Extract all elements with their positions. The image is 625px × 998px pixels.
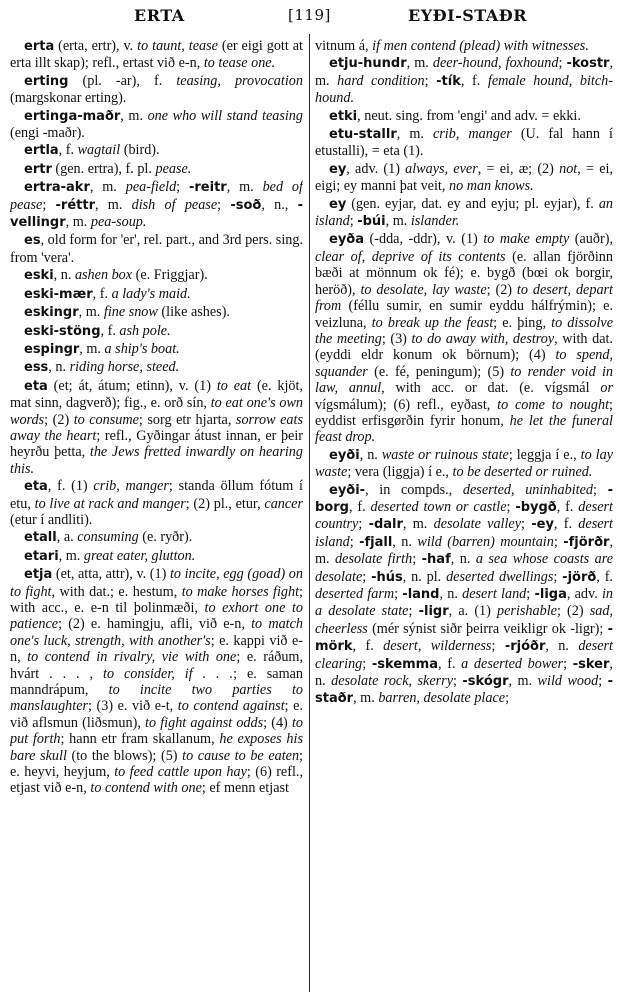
entry-text: ; xyxy=(558,55,567,72)
column-divider xyxy=(309,34,310,992)
gloss: pea-soup. xyxy=(90,214,147,231)
gloss: to live at rack and manger xyxy=(34,495,186,512)
headword: etu-stallr xyxy=(329,127,397,143)
entry-text: , n., xyxy=(261,196,298,213)
entry-text: ; (2) xyxy=(486,281,517,298)
entry-text: (e. fé, peningum); (5) xyxy=(367,363,511,380)
headword: eski xyxy=(24,268,54,284)
gloss: desolate firth xyxy=(335,551,413,568)
entry-text: (auðr), xyxy=(569,231,613,248)
gloss: sad, cheerless xyxy=(315,603,613,637)
entry-text: (pl. -ar), f. xyxy=(68,72,177,89)
entry-text: ; xyxy=(408,603,419,620)
entry-text: (e. kjöt, mat sinn, dagverð); fig., e. orð sín, xyxy=(10,377,303,412)
entry-text: , n. pl. xyxy=(402,568,447,585)
entry-text: ; e. ráðum, hvárt . . . , xyxy=(10,649,303,682)
headword: -staðr xyxy=(315,674,613,707)
gloss: always, ever xyxy=(405,160,478,177)
dictionary-entry xyxy=(10,548,303,565)
gloss: to match one's luck, strength, with another's xyxy=(10,616,303,649)
gloss: a deserted bower xyxy=(461,655,564,672)
dictionary-entry xyxy=(315,38,613,54)
entry-text: ; xyxy=(521,516,532,533)
gloss: to taunt, tease xyxy=(137,38,218,54)
headword: -land xyxy=(402,587,440,602)
entry-text: , adv. xyxy=(566,586,602,602)
gloss: crib, manger xyxy=(93,478,169,495)
headword: eta xyxy=(24,479,48,495)
gloss: to incite, egg (goad) on to fight xyxy=(10,566,303,600)
entry-text: (et; át, átum; etinn), v. (1) xyxy=(47,377,217,394)
entry-text: , neut. sing. from 'engi' and adv. = ekki. xyxy=(357,107,581,124)
entry-text: ; xyxy=(553,533,564,550)
dictionary-entry xyxy=(10,359,303,376)
headword: ey xyxy=(329,161,347,177)
dictionary-entry xyxy=(315,482,613,708)
gloss: waste or ruinous state xyxy=(381,446,509,463)
entry-text: , n. xyxy=(392,533,418,550)
gloss: to tease one. xyxy=(203,55,276,72)
headword: eski-mær xyxy=(24,286,93,302)
headword: eta xyxy=(24,378,48,394)
headword: espingr xyxy=(24,341,80,357)
entry-text: , with acc. or dat. (e. vígsmál xyxy=(381,380,601,397)
gloss: ashen box xyxy=(74,267,133,284)
dictionary-entry xyxy=(10,378,303,477)
headword: es xyxy=(24,233,41,249)
entry-text: , with dat.; e. hestum, xyxy=(51,583,182,600)
entry-text: ; xyxy=(453,673,463,690)
entry-text: , adv. (1) xyxy=(346,160,406,177)
gloss: sorrow eats away the heart xyxy=(10,411,303,444)
entry-text: (féllu sumir, en sumir eyddu hálfrýmin); e. veizluna, xyxy=(315,298,613,331)
headword: -búi xyxy=(357,214,386,230)
gloss: crib, manger xyxy=(432,126,512,143)
entry-text: ; vera (liggja) í e., xyxy=(347,464,453,481)
gloss: desolate rock, skerry xyxy=(331,673,453,690)
headword: -hús xyxy=(371,569,403,585)
entry-text: ; xyxy=(592,481,608,498)
entry-text: ; xyxy=(176,179,189,196)
entry-text: ; xyxy=(491,638,505,655)
entry-text: , m. xyxy=(120,107,148,124)
headword: -ligr xyxy=(418,604,449,620)
entry-text: ; standa öllum fótum í etu, xyxy=(10,478,303,512)
headword: etall xyxy=(24,530,57,546)
gloss: to be deserted or ruined. xyxy=(452,464,593,481)
entry-text: ; xyxy=(505,690,510,707)
gloss: to contend with one xyxy=(90,780,202,797)
entry-text: (gen. eyjar, dat. ey and eyju; pl. eyjar), f. xyxy=(346,195,599,212)
gloss: deer-hound, foxhound xyxy=(432,55,559,72)
dictionary-entry xyxy=(10,73,303,107)
headword: eyði xyxy=(329,447,360,463)
entry-text: ; (2) e. hamingju, afli, við e-n, xyxy=(58,616,252,633)
entry-text: , f. xyxy=(553,516,579,533)
gloss: a ship's boat. xyxy=(104,340,180,357)
entry-text: , a. (1) xyxy=(448,603,498,620)
gloss: to put forth xyxy=(10,714,303,748)
headword: erting xyxy=(24,73,69,89)
gloss: to consume xyxy=(73,411,139,428)
headword: -soð xyxy=(230,197,262,213)
entry-text: ; (2) xyxy=(44,411,74,428)
header-left-guideword: ERTA xyxy=(134,6,185,25)
gloss: one who will stand teasing xyxy=(147,107,303,124)
headword: -fjörðr xyxy=(563,534,610,550)
entry-text: , m. xyxy=(385,213,411,230)
gloss: to eat one's own words xyxy=(10,395,303,428)
headword: ey xyxy=(329,196,347,212)
headword: ertra-akr xyxy=(24,180,90,196)
entry-text: , f. xyxy=(352,638,384,655)
entry-text: ; e. heyvi, heyjum, xyxy=(10,747,303,781)
dictionary-entry xyxy=(10,179,303,231)
headword: -skemma xyxy=(371,656,439,672)
gloss: islander. xyxy=(410,213,460,230)
dictionary-entry xyxy=(10,267,303,284)
entry-text: ; e. þing, xyxy=(493,314,552,331)
entry-text: , old form for 'er', rel. part., and 3rd pers. sing. from 'vera'. xyxy=(10,232,303,266)
gloss: to make horses fight xyxy=(181,583,300,600)
entry-text: ; xyxy=(349,533,360,550)
gloss: great eater, glutton. xyxy=(83,547,196,564)
entry-text: ; xyxy=(526,586,535,602)
headword: ess xyxy=(24,360,49,376)
headword: eyða xyxy=(329,232,364,248)
entry-text: ; (2) xyxy=(556,603,590,620)
entry-text: ; xyxy=(42,196,56,213)
entry-text: , m. xyxy=(79,340,105,357)
entry-text: ; with acc., e. e-n til þolinmæði, xyxy=(10,583,303,616)
entry-text: , m. xyxy=(58,547,84,564)
gloss: to dissolve the meeting xyxy=(315,314,613,347)
dictionary-entry xyxy=(315,55,613,106)
headword: -reitr xyxy=(188,180,227,196)
gloss: to render void in law, annul xyxy=(315,363,613,397)
entry-text: (e. Friggjar). xyxy=(132,267,208,284)
gloss: to fight against odds xyxy=(145,714,264,731)
entry-text: ; (4) xyxy=(263,714,292,731)
entry-text: (margskonar erting). xyxy=(10,90,127,107)
entry-text: ; xyxy=(349,213,358,230)
entry-text: , m. xyxy=(315,55,613,89)
entry-text: ; e. kappi við e-n, xyxy=(10,632,303,666)
headword: etari xyxy=(24,548,59,564)
gloss: female hound, bitch-hound. xyxy=(315,72,613,107)
gloss: deserted farm xyxy=(315,586,395,602)
entry-text: , n. xyxy=(359,446,382,463)
headword: -kostr xyxy=(566,56,610,72)
left-column xyxy=(10,38,303,993)
gloss: to feed cattle upon hay xyxy=(114,764,247,781)
gloss: desert country xyxy=(315,498,613,533)
gloss: wagtail xyxy=(77,142,121,159)
headword: -réttr xyxy=(55,197,95,213)
gloss: to desolate, lay waste xyxy=(360,281,487,298)
gloss: clear of, deprive of its contents xyxy=(315,248,506,265)
entry-text: , m. xyxy=(396,126,433,143)
entry-text: ; xyxy=(506,498,516,515)
entry-text: ; hann etr fram skallanum, xyxy=(60,731,220,748)
entry-text: , n. xyxy=(48,359,70,376)
headword: etja xyxy=(24,567,53,583)
headword: etki xyxy=(329,108,358,124)
gloss: barren, desolate place xyxy=(378,690,506,707)
gloss: deserted town or castle xyxy=(370,498,507,515)
entry-text: ; e. saman manndrápum, xyxy=(10,665,303,699)
gloss: to eat xyxy=(216,377,252,394)
gloss: pea-field xyxy=(125,179,177,196)
entry-text: , in compds., xyxy=(365,481,463,498)
entry-text: , f. xyxy=(596,568,613,585)
gloss: wild (barren) mountain xyxy=(417,533,554,550)
entry-text: , n. xyxy=(315,655,613,690)
entry-text: , m. xyxy=(508,673,538,690)
entry-text: , m. xyxy=(226,179,263,196)
entry-text: , m. xyxy=(65,214,91,231)
dictionary-entry xyxy=(10,529,303,546)
gloss: to cause to be eaten xyxy=(182,747,300,764)
gloss: desert land xyxy=(462,586,527,602)
headword: etju-hundr xyxy=(329,56,407,72)
entry-text: ; sorg etr hjarta, xyxy=(138,411,236,428)
headword: -skógr xyxy=(462,674,509,690)
gloss: to lay waste xyxy=(315,446,613,481)
right-column xyxy=(315,38,613,993)
gloss: hard condition xyxy=(337,72,425,89)
entry-text: , m. xyxy=(406,55,433,72)
headword: -bygð xyxy=(515,499,557,515)
dictionary-entry xyxy=(315,231,613,445)
gloss: to come to nought xyxy=(497,396,610,413)
entry-text: (e. allan fjörðinn bæði at mönnum ok fé); e. bygð (bœi ok borgir, heröð), xyxy=(315,248,613,298)
gloss: a sea whose coasts are desolate xyxy=(315,551,613,585)
gloss: he exposes his bare skull xyxy=(10,731,303,764)
entry-text: (er eigi gott at erta illt skap); refl., ertast við e-n, xyxy=(10,38,303,72)
gloss: to make empty xyxy=(483,231,570,248)
entry-text: ; xyxy=(598,673,608,690)
gloss: ash pole. xyxy=(119,322,171,339)
entry-text: ; (3) xyxy=(381,330,412,347)
gloss: a lady's maid. xyxy=(111,285,191,302)
gloss: the Jews fretted inwardly on hearing this. xyxy=(10,444,303,477)
headword: -haf xyxy=(421,552,451,568)
entry-text: (U. fal hann í etustalli), = eta (1). xyxy=(315,126,613,160)
gloss: pease. xyxy=(155,160,192,177)
gloss: perishable xyxy=(497,603,557,620)
gloss: he let the funeral feast drop. xyxy=(315,412,613,446)
gloss: to incite two parties to manslaughter xyxy=(10,682,303,715)
entry-text: , m. xyxy=(402,516,434,533)
gloss: or xyxy=(600,380,613,397)
headword: -borg xyxy=(315,482,613,515)
entry-text: , f. xyxy=(348,498,371,515)
gloss: to contend against xyxy=(177,698,285,715)
dictionary-entry xyxy=(10,566,303,797)
dictionary-entry xyxy=(315,126,613,160)
gloss: to do away with, destroy xyxy=(411,330,555,347)
entry-text: ; (6) refl., etjast við e-n, xyxy=(10,764,303,797)
headword: -ey xyxy=(531,517,554,533)
gloss: to contend in rivalry, vie with one xyxy=(27,649,237,666)
dictionary-entry xyxy=(315,196,613,231)
gloss: deserted, uninhabited xyxy=(462,481,593,498)
dictionary-entry xyxy=(10,142,303,159)
entry-text: , with dat. (eyddi eldr konum ok börnum); (4) xyxy=(315,330,613,364)
headword: eskingr xyxy=(24,305,79,321)
entry-text: , f. (1) xyxy=(47,478,94,495)
entry-text: , f. xyxy=(438,655,462,672)
gloss: to exhort one to patience xyxy=(10,600,303,633)
page-header xyxy=(0,0,625,30)
gloss: if men contend (plead) with witnesses. xyxy=(372,38,589,54)
entry-text: ; xyxy=(217,196,231,213)
headword: -rjóðr xyxy=(504,639,546,655)
headword: -jörð xyxy=(562,569,597,585)
dictionary-entry xyxy=(10,323,303,340)
headword: -liga xyxy=(534,587,567,602)
page-number: [119] xyxy=(288,6,331,24)
entry-text: ; xyxy=(394,586,403,602)
entry-text: ; refl., Gyðingar átust innan, er þeir heyrðu þetta, xyxy=(10,427,303,461)
dictionary-entry xyxy=(315,108,613,125)
entry-text: ; xyxy=(358,516,369,533)
entry-text: ; ef menn etjast xyxy=(201,780,289,797)
dictionary-entry xyxy=(10,286,303,303)
headword: erta xyxy=(24,39,55,54)
headword: ertr xyxy=(24,161,52,177)
entry-text: , m. xyxy=(94,196,132,213)
entry-text: , m. xyxy=(89,179,126,196)
entry-text: (bird). xyxy=(120,142,160,159)
entry-text: , f. xyxy=(100,322,120,339)
entry-text: (like ashes). xyxy=(157,304,230,321)
dictionary-entry xyxy=(10,38,303,72)
headword: eski-stöng xyxy=(24,323,101,339)
entry-text: ; xyxy=(412,551,422,568)
entry-text: (et, atta, attr), v. (1) xyxy=(52,566,170,583)
gloss: no man knows. xyxy=(448,178,534,195)
entry-text: ; eyddist erfisgørðin fyrir honum, xyxy=(315,396,613,429)
entry-text: ; xyxy=(424,72,437,89)
gloss: not xyxy=(559,160,578,177)
entry-text: (etur í andliti). xyxy=(10,511,93,528)
entry-text: , n. xyxy=(545,638,579,655)
headword: -sker xyxy=(572,656,610,672)
dictionary-entry xyxy=(315,161,613,195)
entry-text: ; (3) e. við e-t, xyxy=(88,698,178,715)
entry-text: , = ei, æ; (2) xyxy=(477,160,560,177)
entry-text: , n. xyxy=(53,267,75,284)
entry-text: , n. xyxy=(439,586,463,602)
gloss: in a desolate state xyxy=(315,586,613,620)
entry-text: ; e. við aflsmun (liðsmun), xyxy=(10,698,303,731)
entry-text: , f. xyxy=(556,498,579,515)
gloss: cancer xyxy=(264,495,303,512)
entry-text: vitnum á, xyxy=(315,38,373,54)
entry-text: , f. xyxy=(58,142,78,159)
entry-text: (e. ryðr). xyxy=(138,529,193,546)
entry-text: (to the blows); (5) xyxy=(66,747,183,764)
dictionary-entry xyxy=(10,341,303,358)
gloss: to break up the feast xyxy=(371,314,494,331)
headword: -vellingr xyxy=(10,197,303,231)
header-right-guideword: EYÐI-STAÐR xyxy=(408,6,528,25)
gloss: dish of pease xyxy=(131,196,218,213)
dictionary-entry xyxy=(10,304,303,321)
dictionary-entry xyxy=(10,478,303,528)
headword: -dalr xyxy=(368,517,403,533)
entry-text: (erta, ertr), v. xyxy=(54,38,138,54)
gloss: to desert, depart from xyxy=(315,281,613,315)
gloss: desert, wilderness xyxy=(383,638,492,655)
entry-text: ; xyxy=(362,655,372,672)
entry-text: , a. xyxy=(56,529,78,546)
gloss: to spend, squander xyxy=(315,347,613,380)
entry-text: ; (2) pl., etur, xyxy=(185,495,265,512)
headword: -tík xyxy=(436,73,461,89)
entry-text: (gen. ertra), f. pl. xyxy=(51,160,156,177)
entry-text: , n. xyxy=(450,551,476,568)
dictionary-entry xyxy=(315,447,613,481)
entry-text: , f. xyxy=(92,285,112,302)
entry-text: , m. xyxy=(315,533,613,568)
entry-text: ; xyxy=(362,568,372,585)
gloss: fine snow xyxy=(103,304,158,321)
entry-text: , m. xyxy=(78,304,104,321)
headword: ertla xyxy=(24,143,59,159)
gloss: desert island xyxy=(315,516,613,550)
gloss: consuming xyxy=(77,529,139,546)
gloss: bed of pease xyxy=(10,179,303,213)
headword: -mörk xyxy=(315,621,613,655)
dictionary-entry xyxy=(10,108,303,142)
gloss: an island xyxy=(315,195,613,230)
gloss: teasing, provocation xyxy=(176,72,303,89)
gloss: deserted dwellings xyxy=(446,568,554,585)
entry-text: , = ei, eigi; ey manni þat veit, xyxy=(315,160,613,195)
entry-text: (-dda, -ddr), v. (1) xyxy=(364,231,484,248)
entry-text: (engi -maðr). xyxy=(10,125,85,142)
gloss: wild wood xyxy=(537,673,599,690)
entry-text: , m. xyxy=(353,690,379,707)
dictionary-entry xyxy=(10,232,303,266)
headword: ertinga-maðr xyxy=(24,108,121,124)
gloss: desert clearing xyxy=(315,638,613,672)
dictionary-entry xyxy=(10,161,303,178)
gloss: riding horse, steed. xyxy=(69,359,180,376)
entry-text: , f. xyxy=(460,72,488,89)
entry-text: (mér sýnist siðr þeirra veikligr ok -ligr); xyxy=(367,620,608,637)
entry-text: ; xyxy=(563,655,573,672)
entry-text: ; xyxy=(553,568,563,585)
gloss: to consider, if . . . xyxy=(103,665,234,682)
headword: eyði- xyxy=(329,482,366,498)
entry-text: vígsmálum); (6) refl., eyðast, xyxy=(315,396,498,413)
entry-text: ; leggja í e., xyxy=(508,446,581,463)
gloss: desolate valley xyxy=(433,516,522,533)
headword: -fjall xyxy=(359,534,393,550)
